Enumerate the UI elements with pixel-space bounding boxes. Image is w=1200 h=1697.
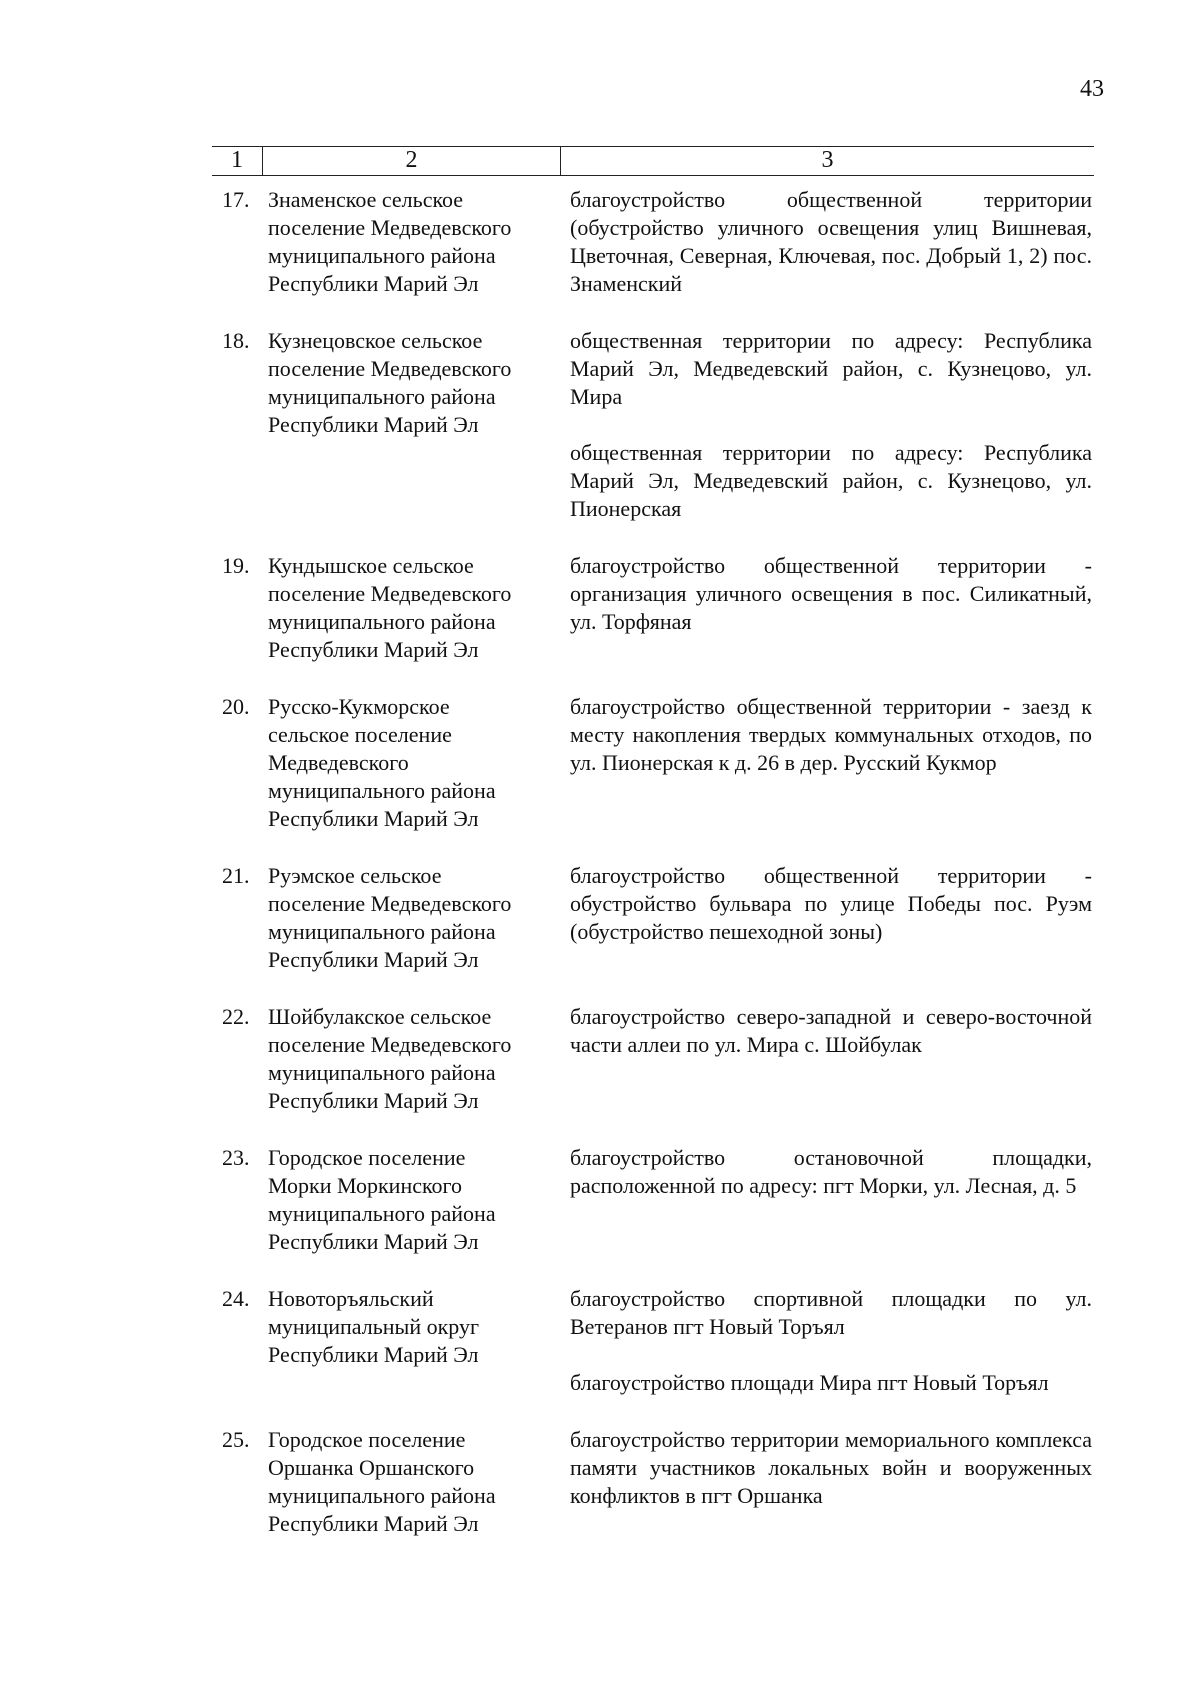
table-row — [212, 1285, 1094, 1397]
table-row — [212, 1003, 1094, 1115]
description-entry: благоустройство общественной территории (обустройство уличного освещения улиц Вишневая, Цветочная, Северная, Ключевая, пос. Добрый 1, 2) пос. Знаменский — [570, 187, 1092, 296]
row-number: 23. — [222, 1145, 250, 1170]
municipality-name: Руэмское сельское поселение Медведевского муниципального района Республики Марий Эл — [268, 863, 512, 972]
project-description — [570, 186, 1092, 298]
project-description — [570, 693, 1092, 833]
municipality-name: Городское поселение Оршанка Оршанского муниципального района Республики Марий Эл — [268, 1427, 496, 1536]
table-row — [212, 552, 1094, 664]
description-entry: благоустройство общественной территории - обустройство бульвара по улице Победы пос. Руэм (обустройство пешеходной зоны) — [570, 863, 1092, 944]
project-description — [570, 327, 1092, 523]
row-number: 18. — [222, 328, 250, 353]
description-entry: благоустройство северо-западной и северо-восточной части аллеи по ул. Мира с. Шойбулак — [570, 1004, 1092, 1057]
table-row — [212, 693, 1094, 833]
table-row — [212, 1144, 1094, 1256]
municipality-name: Шойбулакское сельское поселение Медведевского муниципального района Республики Марий Эл — [268, 1004, 512, 1113]
page-number: 43 — [1080, 76, 1104, 102]
project-description — [570, 1144, 1092, 1256]
table-header — [212, 146, 1094, 176]
description-entry: общественная территории по адресу: Республика Марий Эл, Медведевский район, с. Кузнецово, ул. Пионерская — [570, 440, 1092, 521]
description-entry: благоустройство площади Мира пгт Новый Торъял — [570, 1370, 1049, 1395]
table-row — [212, 862, 1094, 974]
description-entry: благоустройство общественной территории - заезд к месту накопления твердых коммунальных отходов, по ул. Пионерская к д. 26 в дер. Русский Кукмор — [570, 694, 1092, 775]
municipality-name: Кундышское сельское поселение Медведевского муниципального района Республики Марий Эл — [268, 553, 512, 662]
table-row — [212, 186, 1094, 298]
project-description — [570, 862, 1092, 974]
row-number: 22. — [222, 1004, 250, 1029]
row-number: 19. — [222, 553, 250, 578]
municipality-name: Городское поселение Морки Моркинского муниципального района Республики Марий Эл — [268, 1145, 496, 1254]
header-col-2: 2 — [262, 147, 560, 175]
row-number: 24. — [222, 1286, 250, 1311]
description-entry: общественная территории по адресу: Республика Марий Эл, Медведевский район, с. Кузнецово, ул. Мира — [570, 328, 1092, 409]
description-entry: благоустройство территории мемориального комплекса памяти участников локальных войн и вооруженных конфликтов в пгт Оршанка — [570, 1427, 1092, 1508]
header-col-3: 3 — [560, 147, 1094, 175]
municipality-name: Кузнецовское сельское поселение Медведевского муниципального района Республики Марий Эл — [268, 328, 512, 437]
description-entry: благоустройство общественной территории - организация уличного освещения в пос. Силикатный, ул. Торфяная — [570, 553, 1092, 634]
municipality-name: Новоторъяльский муниципальный округ Республики Марий Эл — [268, 1286, 480, 1367]
description-entry: благоустройство спортивной площадки по ул. Ветеранов пгт Новый Торъял — [570, 1286, 1092, 1339]
municipality-name: Знаменское сельское поселение Медведевского муниципального района Республики Марий Эл — [268, 187, 512, 296]
project-description — [570, 1426, 1092, 1538]
row-number: 25. — [222, 1427, 250, 1452]
table-row — [212, 1426, 1094, 1538]
table-body — [212, 186, 1094, 1567]
header-col-1: 1 — [231, 147, 243, 173]
row-number: 21. — [222, 863, 250, 888]
row-number: 17. — [222, 187, 250, 212]
row-number: 20. — [222, 694, 250, 719]
project-description — [570, 1285, 1092, 1397]
table-row — [212, 327, 1094, 523]
description-entry: благоустройство остановочной площадки, расположенной по адресу: пгт Морки, ул. Лесная, д. 5 — [570, 1145, 1092, 1198]
municipality-name: Русско-Кукморское сельское поселение Медведевского муниципального района Республики Марий Эл — [268, 694, 496, 831]
project-description — [570, 552, 1092, 664]
project-description — [570, 1003, 1092, 1115]
